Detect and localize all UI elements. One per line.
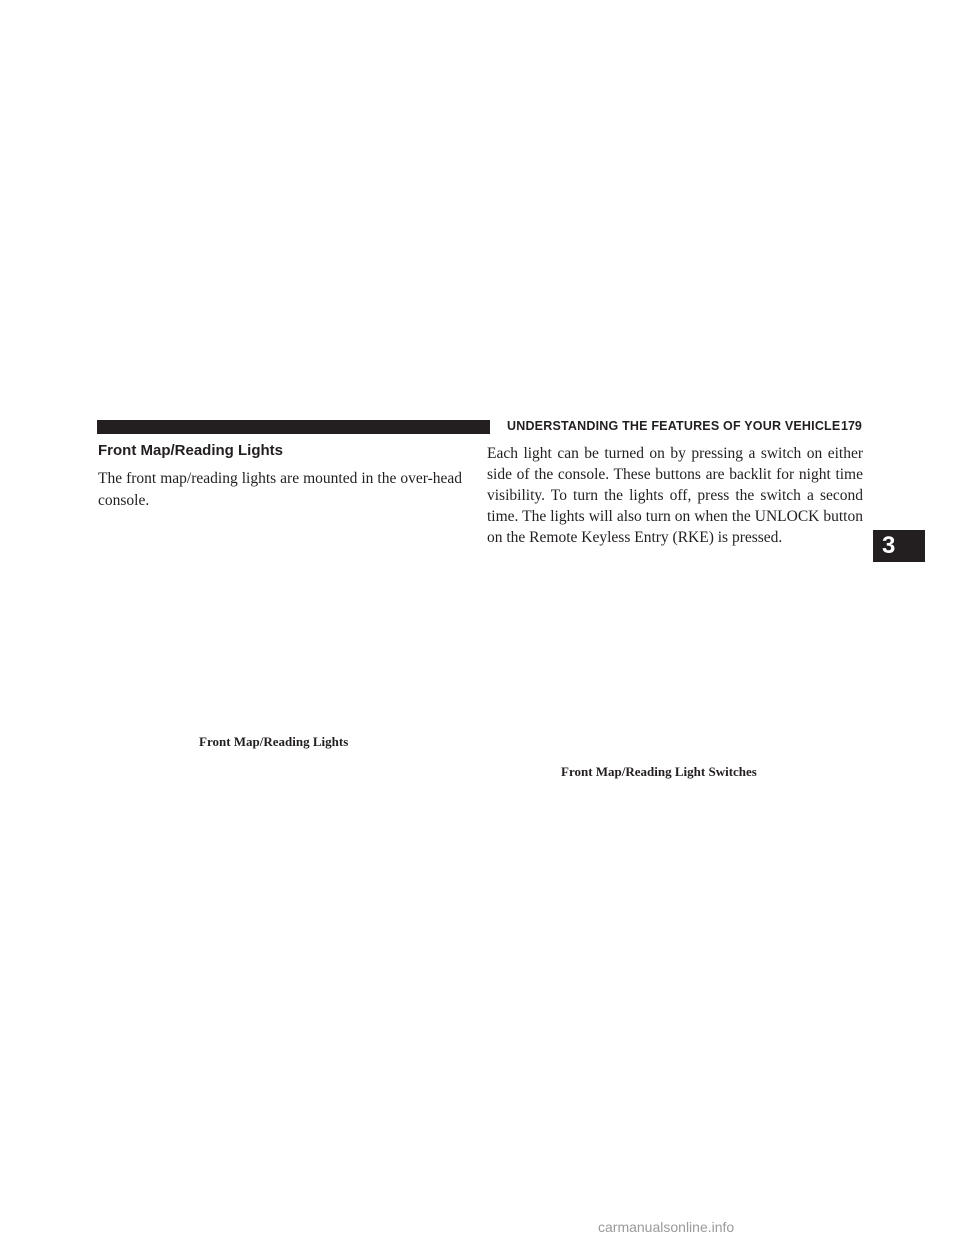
page-number: 179 <box>841 419 862 433</box>
watermark-text: carmanualsonline.info <box>598 1219 735 1235</box>
chapter-number: 3 <box>882 532 896 559</box>
left-paragraph: The front map/reading lights are mounted in the over-head console. <box>98 470 462 509</box>
right-paragraph: Each light can be turned on by pressing a switch on either side of the console. These buttons are backlit for night time visibility. To turn the lights off, press the switch a second time. The lights will also turn on when the UNLOCK button on the Remote Keyless Entry (RKE) is pressed. <box>487 445 863 546</box>
figure-caption-left: Front Map/Reading Lights <box>199 734 349 749</box>
header-title: UNDERSTANDING THE FEATURES OF YOUR VEHICLE <box>507 419 841 433</box>
section-heading: Front Map/Reading Lights <box>98 442 283 459</box>
chapter-tab <box>873 530 925 562</box>
header-rule <box>97 420 490 434</box>
figure-caption-right: Front Map/Reading Light Switches <box>561 764 757 779</box>
